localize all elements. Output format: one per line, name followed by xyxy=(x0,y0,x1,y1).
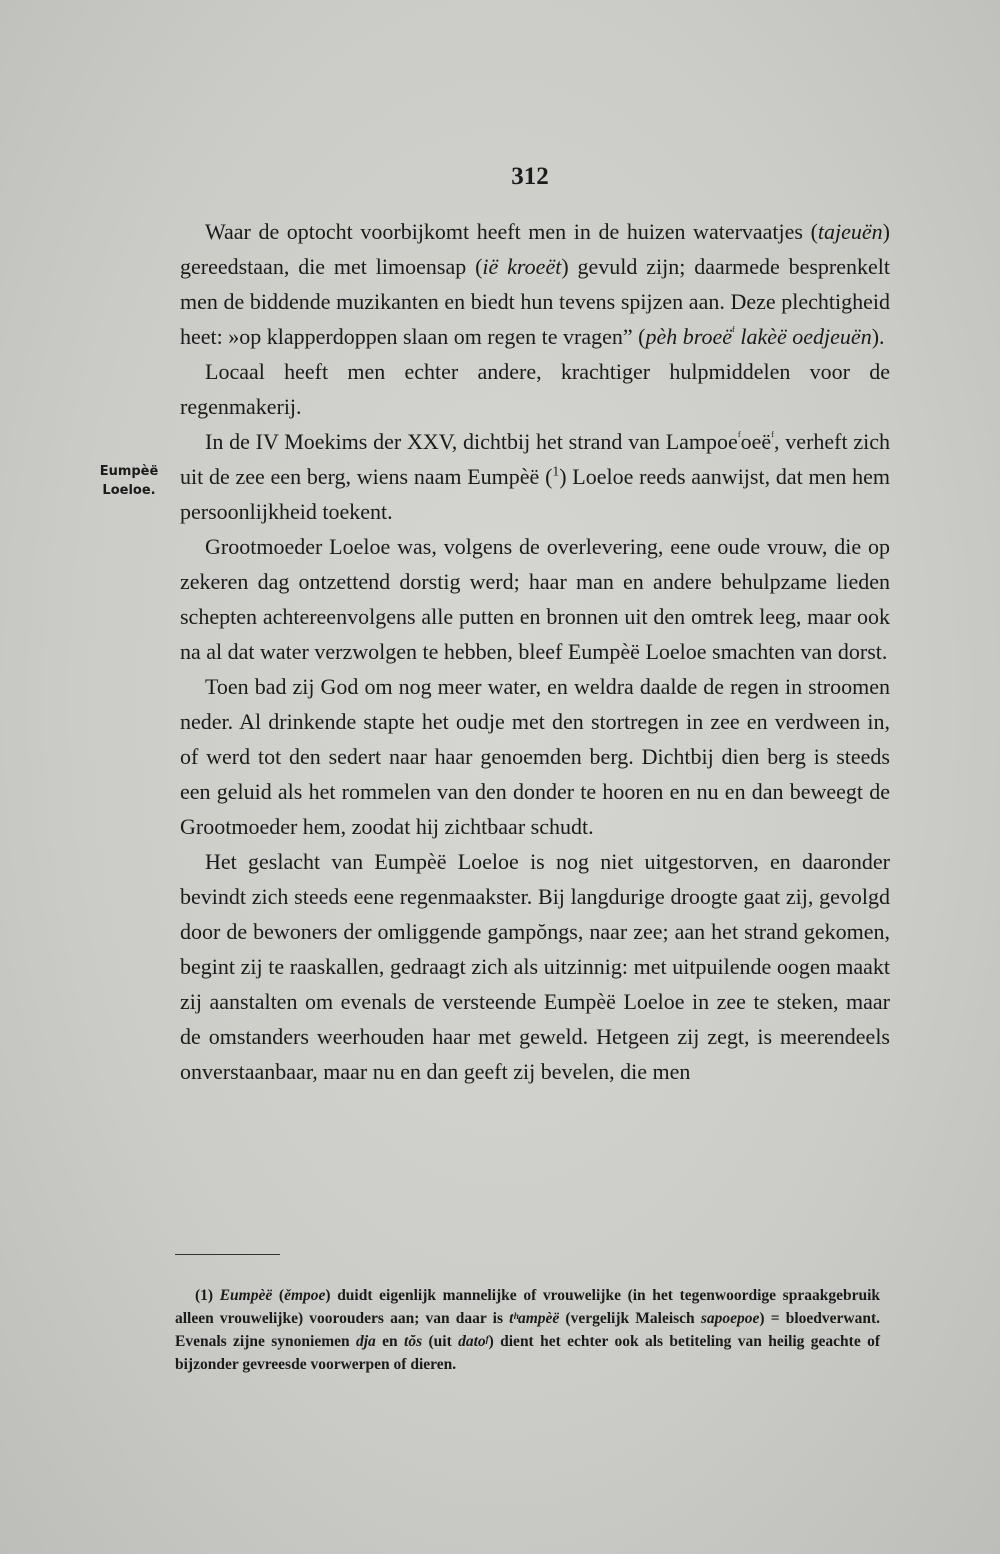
paragraph-5: Toen bad zij God om nog meer water, en weldra daalde de regen in stroomen neder. Al drinkende stapte het oudje met den stortregen in zee en verdween in, of werd tot den sedert naar haar genoemden berg. Dichtbij dien berg is steeds een geluid als het rommelen van den donder te hooren en nu en dan beweegt de Grootmoeder hem, zoodat hij zichtbaar schudt. xyxy=(180,674,890,839)
paragraph-3 xyxy=(180,424,890,529)
margin-note-line-1: Eumpèë xyxy=(99,464,159,479)
footnote-italic-tos: tŏs xyxy=(404,1333,423,1350)
footnote-text-14: ) dient het echter ook als betiteling van heilig geachte of bijzonder gevreesde voorwerpen of dieren. xyxy=(175,1333,880,1373)
paragraph-3-text-a: In de IV Moekims der XXV, dichtbij het strand van Lampoe xyxy=(205,429,738,454)
margin-note-line-2: Loeloe. xyxy=(102,483,156,498)
paragraph-1-text-a: Waar de optocht voorbijkomt heeft men in de huizen watervaatjes ( xyxy=(205,219,818,244)
margin-note xyxy=(84,462,174,500)
paragraph-1-italic-peh-broee: pèh broeë xyxy=(645,324,733,349)
footnote-text-10: en xyxy=(375,1333,405,1350)
paragraph-1-text-i: ). xyxy=(871,324,885,349)
footnote-1 xyxy=(175,1284,880,1376)
paragraph-1 xyxy=(180,214,890,354)
paragraph-2: Locaal heeft men echter andere, krachtiger hulpmiddelen voor de regenmakerij. xyxy=(180,359,890,419)
footnote-italic-dja: dja xyxy=(355,1333,376,1350)
body-text xyxy=(180,214,890,1089)
footnote-text-12: (uit xyxy=(422,1333,459,1350)
footnote-divider xyxy=(175,1254,280,1255)
paragraph-3-superscript-2: ᶠ xyxy=(771,428,775,444)
footnotes xyxy=(175,1284,880,1376)
footnote-marker: (1) xyxy=(195,1287,214,1304)
paragraph-3-text-e: , verheft zich uit de zee een berg, wiens naam Eumpèë ( xyxy=(180,429,891,489)
paragraph-1-text-c: ) gereedstaan, die met limoensap ( xyxy=(180,219,890,279)
paragraph-6: Het geslacht van Eumpèë Loeloe is nog niet uitgestorven, en daaronder bevindt zich steeds eene regenmaakster. Bij langdurige droogte gaat zij, gevolgd door de bewoners der omliggende gampŏngs, naar zee; aan het strand gekomen, begint zij te raaskallen, gedraagt zich als uitzinnig: met uitpuilende oogen maakt zij aanstalten om evenals de versteende Eumpèë Loeloe in zee te steken, maar de omstanders weerhouden haar met geweld. Hetgeen zij zegt, is meerendeels onverstaanbaar, maar nu en dan geeft zij bevelen, die men xyxy=(180,849,890,1084)
paragraph-1-superscript: ᶠ xyxy=(732,323,735,339)
footnote-reference[interactable]: 1 xyxy=(552,463,560,479)
paragraph-3-superscript-1: ᶠ xyxy=(737,428,741,444)
paragraph-3-text-c: oeë xyxy=(740,429,772,454)
footnote-italic-dato: datoᶠ xyxy=(458,1333,489,1350)
footnote-text-6: (vergelijk Maleisch xyxy=(559,1310,701,1327)
footnote-italic-sapoepoe: sapoepoe xyxy=(700,1310,760,1327)
footnote-italic-thampee: tʰampèë xyxy=(509,1310,560,1327)
footnote-italic-empoe: ěmpoe xyxy=(284,1287,326,1304)
paragraph-4: Grootmoeder Loeloe was, volgens de overlevering, eene oude vrouw, die op zekeren dag ontzettend dorstig werd; haar man en andere behulpzame lieden schepten achtereenvolgens alle putten en bronnen uit den omtrek leeg, maar ook na al dat water verzwolgen te hebben, bleef Eumpèë Loeloe smachten van dorst. xyxy=(180,534,890,664)
footnote-italic-eumpee: Eumpèë xyxy=(219,1287,273,1304)
paragraph-1-italic-kroeet: ië kroeët xyxy=(482,254,562,279)
footnote-text-2: ( xyxy=(272,1287,285,1304)
footnote-text-8: ) = bloedverwant. Evenals zijne synoniemen xyxy=(175,1310,880,1350)
footnote-text-4: ) duidt eigenlijk mannelijke of vrouwelijke (in het tegenwoordige spraakgebruik alleen vrouwelijke) voorouders aan; van daar is xyxy=(175,1287,881,1327)
page-number: 312 xyxy=(511,163,549,190)
paragraph-1-italic-tajeuen: tajeuën xyxy=(817,219,883,244)
paragraph-1-text-e: ) gevuld zijn; daarmede besprenkelt men de biddende muzikanten en biedt hun tevens spijzen aan. Deze plechtigheid heet: »op klapperdoppen slaan om regen te vragen” ( xyxy=(180,254,891,349)
paragraph-1-italic-lakee: lakèë oedjeuën xyxy=(734,324,872,349)
paragraph-3-text-g: ) Loeloe reeds aanwijst, dat men hem persoonlijkheid toekent. xyxy=(180,464,890,524)
